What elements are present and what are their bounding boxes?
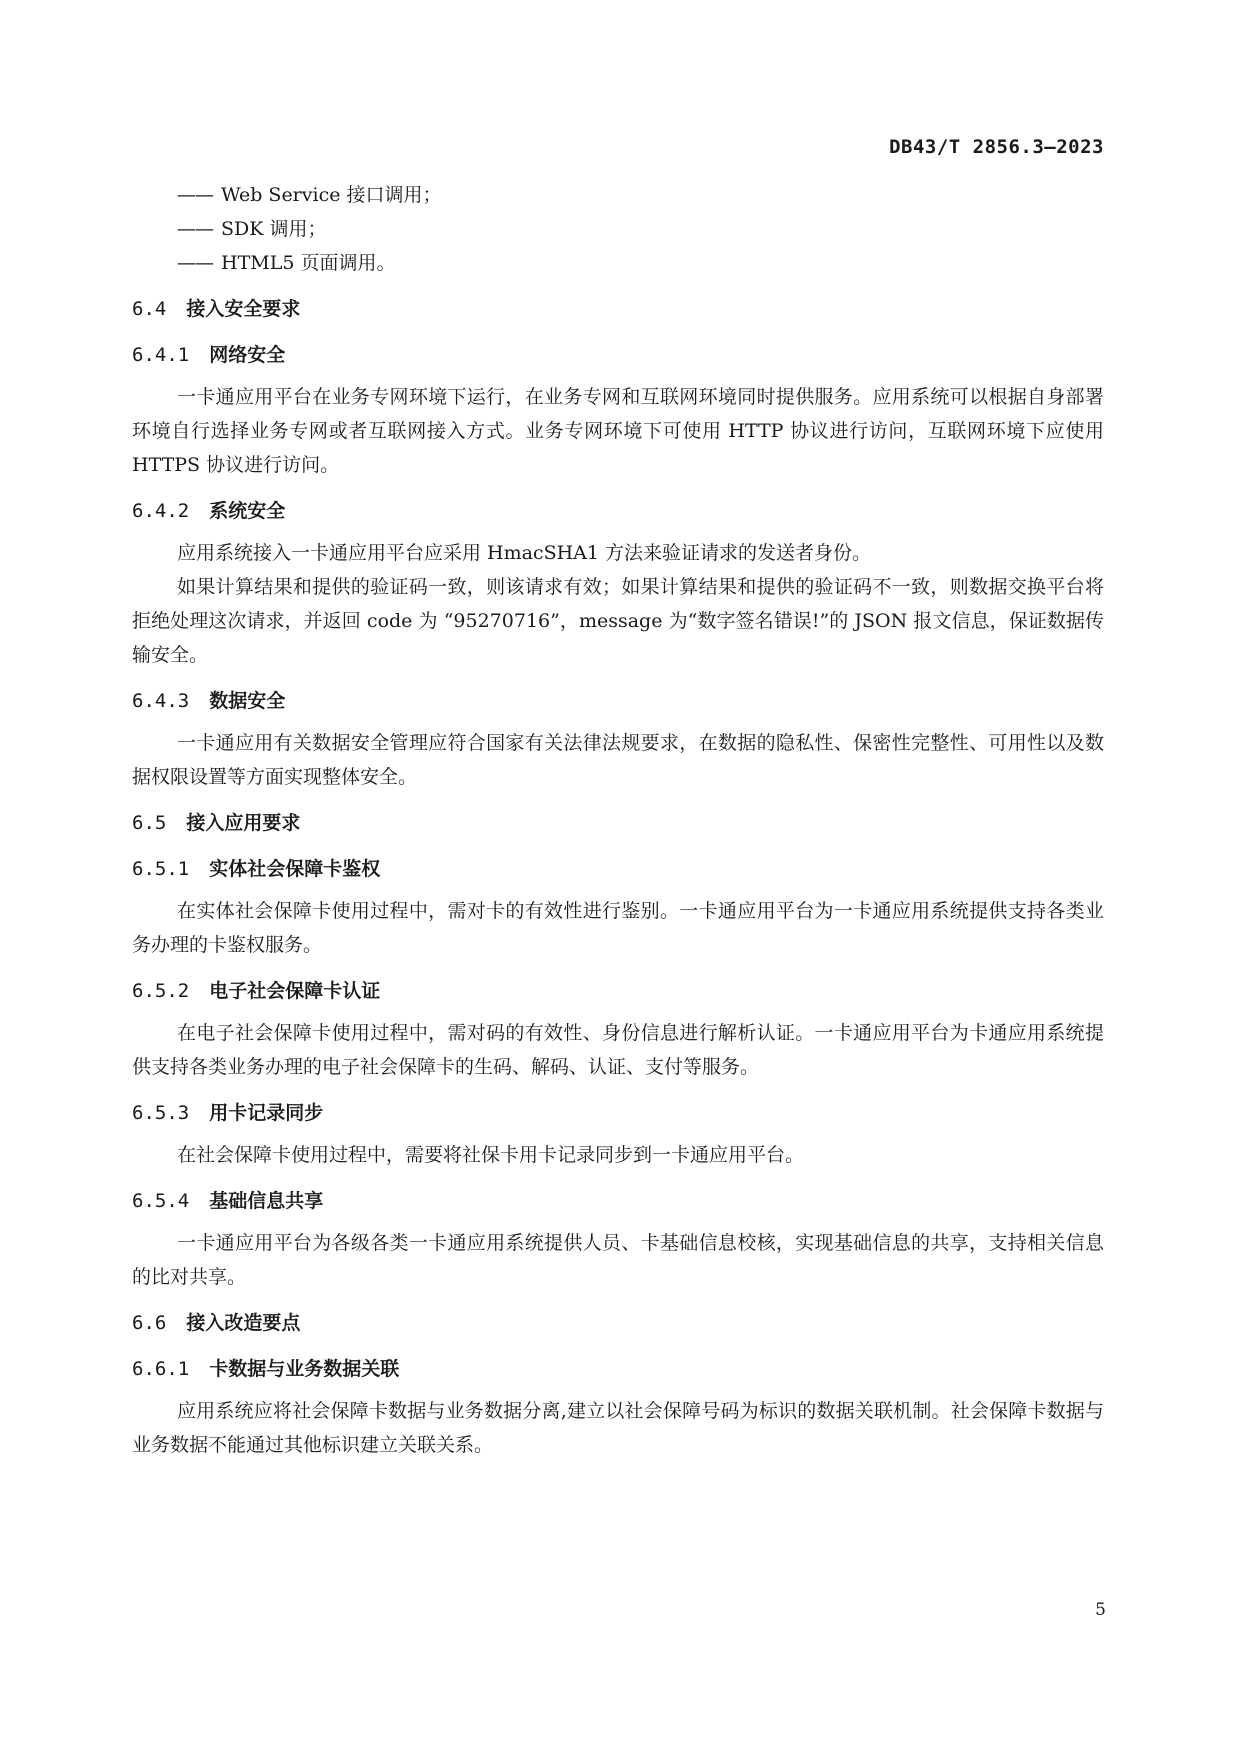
section-title: 接入改造要点 (186, 1312, 301, 1334)
list-item-text: HTML5 页面调用。 (221, 252, 396, 274)
section-number: 6.5.2 (132, 980, 190, 1002)
section-title: 实体社会保障卡鉴权 (209, 858, 381, 880)
list-item (132, 178, 1104, 212)
paragraph: 在实体社会保障卡使用过程中，需对卡的有效性进行鉴别。一卡通应用平台为一卡通应用系统提供支持各类业务办理的卡鉴权服务。 (132, 900, 1104, 956)
section-number: 6.5 (132, 812, 167, 834)
section-number: 6.4.1 (132, 344, 190, 366)
section-title: 电子社会保障卡认证 (209, 980, 381, 1002)
section-title: 用卡记录同步 (209, 1102, 324, 1124)
section-title: 卡数据与业务数据关联 (209, 1358, 400, 1380)
section-heading (132, 1096, 1104, 1130)
standard-code: DB43/T 2856.3—2023 (889, 136, 1104, 158)
paragraph: 一卡通应用平台在业务专网环境下运行，在业务专网和互联网环境同时提供服务。应用系统可以根据自身部署环境自行选择业务专网或者互联网接入方式。业务专网环境下可使用 HTTP 协议进行访问，互联网环境下应使用 HTTPS 协议进行访问。 (132, 386, 1104, 476)
paragraph: 应用系统应将社会保障卡数据与业务数据分离,建立以社会保障号码为标识的数据关联机制。社会保障卡数据与业务数据不能通过其他标识建立关联关系。 (132, 1400, 1104, 1456)
paragraph: 应用系统接入一卡通应用平台应采用 HmacSHA1 方法来验证请求的发送者身份。 (177, 542, 872, 564)
section-heading (132, 292, 1104, 326)
section-title: 基础信息共享 (209, 1190, 324, 1212)
section-number: 6.4.3 (132, 690, 190, 712)
paragraph: 在社会保障卡使用过程中，需要将社保卡用卡记录同步到一卡通应用平台。 (177, 1144, 805, 1166)
section-number: 6.5.3 (132, 1102, 190, 1124)
section-heading (132, 852, 1104, 886)
section-number: 6.4 (132, 298, 167, 320)
section-heading (132, 684, 1104, 718)
section-heading (132, 806, 1104, 840)
dash-marker: —— (177, 184, 213, 206)
page-number: 5 (1095, 1600, 1106, 1620)
section-title: 数据安全 (209, 690, 286, 712)
section-title: 系统安全 (209, 500, 286, 522)
section-title: 接入安全要求 (186, 298, 301, 320)
section-heading (132, 1184, 1104, 1218)
section-heading (132, 338, 1104, 372)
section-heading (132, 974, 1104, 1008)
section-number: 6.6.1 (132, 1358, 190, 1380)
section-number: 6.4.2 (132, 500, 190, 522)
dash-marker: —— (177, 252, 213, 274)
paragraph: 在电子社会保障卡使用过程中，需对码的有效性、身份信息进行解析认证。一卡通应用平台为卡通应用系统提供支持各类业务办理的电子社会保障卡的生码、解码、认证、支付等服务。 (132, 1022, 1104, 1078)
document-body (132, 178, 1104, 1462)
list-item (132, 212, 1104, 246)
paragraph: 一卡通应用有关数据安全管理应符合国家有关法律法规要求，在数据的隐私性、保密性完整性、可用性以及数据权限设置等方面实现整体安全。 (132, 732, 1104, 788)
section-title: 网络安全 (209, 344, 286, 366)
dash-marker: —— (177, 218, 213, 240)
section-heading (132, 1306, 1104, 1340)
section-title: 接入应用要求 (186, 812, 301, 834)
paragraph: 一卡通应用平台为各级各类一卡通应用系统提供人员、卡基础信息校核，实现基础信息的共享，支持相关信息的比对共享。 (132, 1232, 1104, 1288)
list-item-text: Web Service 接口调用； (221, 184, 442, 206)
list-item-text: SDK 调用； (221, 218, 327, 240)
list-item (132, 246, 1104, 280)
section-number: 6.6 (132, 1312, 167, 1334)
section-heading (132, 1352, 1104, 1386)
paragraph: 如果计算结果和提供的验证码一致，则该请求有效；如果计算结果和提供的验证码不一致，则数据交换平台将拒绝处理这次请求，并返回 code 为 “95270716”，message 为“数字签名错误!”的 JSON 报文信息，保证数据传输安全。 (132, 576, 1104, 666)
section-number: 6.5.1 (132, 858, 190, 880)
section-number: 6.5.4 (132, 1190, 190, 1212)
section-heading (132, 494, 1104, 528)
